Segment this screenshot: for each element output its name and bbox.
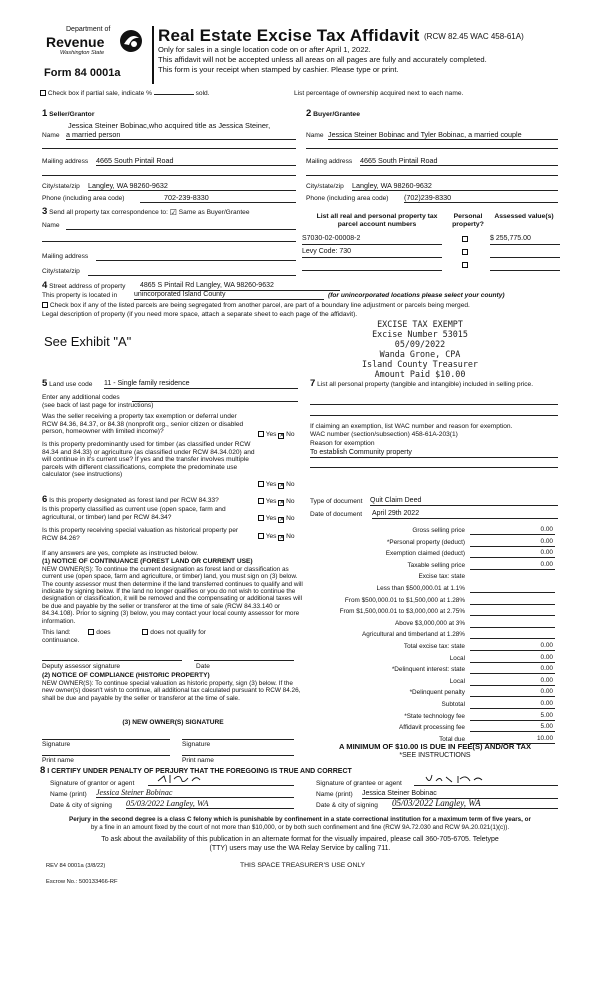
buyer-city-label: City/state/zip — [306, 183, 344, 190]
tax-row-value[interactable]: 10.00 — [470, 735, 555, 744]
tax-row-label: Local — [449, 677, 465, 685]
tax-row-value[interactable]: 0.00 — [470, 642, 555, 651]
print-label-2: Print name — [182, 757, 214, 764]
deputy-date-label: Date — [196, 663, 210, 670]
escrow-number: Escrow No.: 500133466-RF — [46, 879, 118, 885]
current-use-question: Is this property classified as current use (open space, farm and agricultural, or timber) land per RCW 84.34? — [42, 506, 226, 521]
grantee-date-label: Date & city of signing — [316, 802, 378, 809]
seller-phone-label: Phone (including area code) — [42, 195, 125, 202]
stamp-line3: 05/09/2022 — [394, 338, 446, 349]
section3-city-field[interactable] — [88, 267, 296, 276]
timber-yes-no: Yes ✕ No — [258, 481, 295, 489]
print-label-1: Print name — [42, 757, 74, 764]
tax-row-label: *Personal property (deduct) — [386, 538, 465, 546]
buyer-phone-label: Phone (including area code) — [306, 195, 389, 202]
additional-codes-note: (see back of last page for instructions) — [42, 402, 154, 409]
new-owner-sig1[interactable] — [42, 734, 170, 740]
swirl-logo-icon — [118, 28, 144, 54]
seller-mail-label: Mailing address — [42, 158, 89, 165]
legal-desc-label: Legal description of property (if you need more space, attach a separate sheet to each page of the affidavit). — [42, 311, 358, 318]
notice2-body: NEW OWNER(S): To continue special valuation as historic property, sign (3) below. If the new owner(s) doesn't wish to continue, all additional tax calculated pursuant to RCW 84.26, shall be due and payable by the seller or transferor at the time of sale. — [42, 680, 301, 702]
new-owner-print1[interactable] — [42, 750, 170, 756]
assessed-col-header: Assessed value(s) — [494, 213, 554, 220]
current-use-yes-no: Yes ✕ No — [258, 515, 295, 523]
tax-row-value[interactable]: 0.00 — [470, 665, 555, 674]
see-instructions: *SEE INSTRUCTIONS — [399, 752, 471, 759]
this-land-row: This land: does does not qualify for — [42, 629, 206, 636]
tax-row-value[interactable]: 0.00 — [470, 654, 555, 663]
dept-line2: Revenue — [46, 34, 105, 50]
tax-row-label: Affidavit processing fee — [399, 724, 465, 732]
timber-question: Is this property predominantly used for timber (as classified under RCW 84.34 and 84.33) or agriculture (as classified under RCW 84.34.020) and will continue in it's current use? If yes and the transfer involves multiple parcels with different classifications, complete the predominate use calculator (see instructions) — [42, 441, 255, 479]
seller-name-line1: Jessica Steiner Bobinac,who acquired title as Jessica Steiner, — [68, 121, 271, 130]
stamp-line4: Wanda Grone, CPA — [379, 348, 461, 359]
tax-row-value[interactable]: 0.00 — [470, 538, 555, 547]
grantee-print-field[interactable]: Jessica Steiner Bobinac — [362, 790, 558, 799]
segregated-row: Check box if any of the listed parcels are being segregated from another parcel, are part of a boundary line adjustment or parcels being merged. — [42, 302, 562, 310]
exemption-claim-note: If claiming an exemption, list WAC number and reason for exemption. — [310, 423, 513, 430]
historic-yes-checkbox[interactable] — [258, 533, 264, 539]
seller-mail-field[interactable]: 4665 South Pintail Road — [96, 157, 296, 166]
stamp-line6: Amount Paid $10.00 — [374, 368, 466, 379]
assessed-value-field[interactable] — [490, 261, 560, 271]
tax-row-label: Taxable selling price — [407, 561, 465, 569]
seller-name-label: Name — [42, 132, 60, 139]
located-note: (for unincorporated locations please select your county) — [328, 292, 505, 299]
deputy-signature-line[interactable] — [42, 655, 182, 661]
tax-row-label: Total excise tax: state — [403, 643, 465, 650]
grantee-date-field[interactable]: 05/03/2022 Langley, WA — [392, 798, 558, 809]
notice1-heading: (1) NOTICE OF CONTINUANCE (FOREST LAND OR CURRENT USE) — [42, 558, 253, 565]
does-not-checkbox[interactable] — [142, 629, 148, 635]
buyer-name-label: Name — [306, 132, 324, 139]
buyer-name-field[interactable]: Jessica Steiner Bobinac and Tyler Bobinac, a married couple — [328, 131, 558, 140]
seller-city-label: City/state/zip — [42, 183, 80, 190]
section3-heading: 3 Send all property tax correspondence to: ☑ Same as Buyer/Grantee — [42, 206, 250, 217]
buyer-city-field[interactable]: Langley, WA 98260-9632 — [352, 182, 558, 191]
forest-no-checkbox[interactable]: ✕ — [279, 500, 285, 506]
sig-label-2: Signature — [182, 741, 211, 748]
doc-date-label: Date of document — [310, 511, 363, 518]
list-pct-note: List percentage of ownership acquired next to each name. — [294, 90, 464, 97]
seller-name-extra-line — [42, 143, 296, 149]
grantor-signature-field[interactable] — [148, 776, 294, 786]
personal-prop-checkbox[interactable] — [462, 262, 468, 268]
notice3-heading: (3) NEW OWNER(S) SIGNATURE — [122, 719, 224, 726]
forest-yes-no: Yes ✕ No — [258, 498, 295, 506]
doc-date-field[interactable]: April 29th 2022 — [372, 510, 558, 519]
located-field[interactable]: unincorporated Island County — [134, 291, 324, 300]
landuse-row: 5 Land use code — [42, 378, 93, 389]
table-row — [302, 235, 560, 248]
notice1-body: NEW OWNER(S): To continue the current designation as forest land or classification as current use (open space, farm and agriculture, or timber) land, you must sign on (3) below. The county assessor must then determine if the land transferred continues to qualify and will indicate by signing below. If the land no longer qualifies or you do not wish to continue the designation or classification, it will be removed and the compensating or additional taxes will be due and payable by the seller or transferor at the time of sale (RCW 84.33.140 or 84.34.108). Prior to signing (3) below, you may contact your local county assessor for more information. — [42, 566, 303, 625]
parcel-number-field[interactable] — [302, 261, 442, 271]
tax-row-value[interactable]: 0.00 — [470, 688, 555, 697]
current-use-no-checkbox[interactable]: ✕ — [279, 517, 285, 523]
section3-name-field[interactable] — [66, 221, 296, 230]
tax-row-value[interactable] — [470, 584, 555, 593]
treasurer-space: THIS SPACE TREASURER'S USE ONLY — [240, 862, 366, 869]
alt-format-line2: (TTY) users may use the WA Relay Service by calling 711. — [209, 845, 391, 852]
wac-value: 458-61A-203(1) — [411, 431, 458, 438]
reason-extra-line — [310, 462, 558, 468]
grantee-print-label: Name (print) — [316, 791, 353, 798]
tax-row-label: *State technology fee — [404, 712, 465, 720]
new-owner-print2[interactable] — [182, 750, 294, 756]
stamp-line1: EXCISE TAX EXEMPT — [377, 319, 463, 329]
section4-street-row: 4 Street address of property — [42, 280, 126, 291]
wac-row: WAC number (section/subsection) 458-61A-203(1) — [310, 431, 458, 438]
stamp-line2: Excise Number 53015 — [372, 328, 468, 339]
dept-line3: Washington State — [60, 50, 105, 56]
tax-row-label: Above $3,000,000 at 3% — [395, 619, 465, 627]
grantee-sig-label: Signature of grantee or agent — [316, 780, 402, 787]
new-owner-sig2[interactable] — [182, 734, 294, 740]
tax-row-value[interactable]: 0.00 — [470, 561, 555, 570]
form-number: Form 84 0001a — [44, 67, 121, 79]
buyer-name-extra-line — [306, 143, 558, 149]
perjury-line2: by a fine in an amount fixed by the court of not more than $10,000, or by both such confinement and fine (RCW 9A.72.030 and RCW 9A.20.021(1)(c)). — [90, 824, 510, 831]
continuance-label: continuance. — [42, 637, 80, 644]
rev-label: REV 84 0001a (3/8/22) — [46, 863, 106, 869]
tax-row-value[interactable]: 5.00 — [470, 712, 555, 721]
parcel-col-header: List all real and personal property tax parcel account numbers — [316, 213, 438, 228]
personal-property-line2[interactable] — [310, 410, 558, 416]
table-row — [302, 261, 560, 274]
section3-name-extra-line — [42, 236, 296, 242]
excise-exempt-stamp — [330, 320, 510, 379]
seller-phone-field[interactable]: 702-239-8330 — [140, 194, 296, 203]
section3-mail-label: Mailing address — [42, 253, 89, 260]
exemption-no-checkbox[interactable]: ✕ — [279, 433, 285, 439]
tax-row-value[interactable]: 0.00 — [470, 700, 555, 709]
deputy-date-line[interactable] — [194, 655, 294, 661]
seller-city-field[interactable]: Langley, WA 98260-9632 — [88, 182, 296, 191]
partial-pct-field[interactable] — [154, 94, 194, 95]
deputy-signature-label: Deputy assessor signature — [42, 663, 121, 670]
buyer-mail-label: Mailing address — [306, 158, 353, 165]
personal-property-label: 7 List all personal property (tangible and intangible) included in selling price. — [310, 378, 534, 389]
grantee-signature — [424, 773, 494, 785]
form-sub1: Only for sales in a single location code on or after April 1, 2022. — [158, 45, 371, 54]
form-sub3: This form is your receipt when stamped by cashier. Please type or print. — [158, 65, 399, 74]
tax-row-label: *Delinquent penalty — [409, 689, 465, 697]
form-title: Real Estate Excise Tax Affidavit — [158, 26, 420, 45]
section3-city-label: City/state/zip — [42, 268, 80, 275]
forest-question: 6 Is this property designated as forest land per RCW 84.33? — [42, 494, 219, 505]
tax-row-value[interactable]: 5.00 — [470, 723, 555, 732]
timber-yes-checkbox[interactable] — [258, 481, 264, 487]
tax-row-label: Gross selling price — [412, 527, 465, 534]
exemption-question: Was the seller receiving a property tax exemption or deferral under RCW 84.36, 84.37, or 84.38 (nonprofit org., senior citizen or disabled person, homeowner with limited income)? — [42, 413, 244, 436]
tax-row-label: Agricultural and timberland at 1.28% — [361, 631, 465, 639]
tax-row-value[interactable] — [470, 596, 555, 605]
tax-row-label: Excise tax: state — [418, 573, 465, 581]
located-label: This property is located in — [42, 292, 118, 299]
notice2-heading: (2) NOTICE OF COMPLIANCE (HISTORIC PROPERTY) — [42, 672, 210, 679]
grantor-date-field[interactable]: 05/03/2022 Langley, WA — [126, 799, 294, 809]
sig-label-1: Signature — [42, 741, 71, 748]
tax-row-label: Less than $500,000.01 at 1.1% — [376, 585, 465, 592]
tax-row-value[interactable]: 0.00 — [470, 677, 555, 686]
doc-type-label: Type of document — [310, 498, 363, 505]
personal-property-line1[interactable] — [310, 399, 558, 405]
assessed-value-field[interactable] — [490, 248, 560, 258]
tax-row-label: From $1,500,000.01 to $3,000,000 at 2.75% — [339, 608, 465, 616]
section3-mail-field[interactable] — [96, 252, 296, 261]
header-divider — [152, 26, 154, 84]
timber-no-checkbox[interactable]: ✕ — [279, 483, 285, 489]
seller-heading: 1 Seller/Grantor — [42, 108, 95, 119]
dor-logo — [38, 26, 150, 64]
personal-prop-checkbox[interactable] — [462, 249, 468, 255]
tax-row-label: Total due — [439, 735, 465, 743]
historic-question: Is this property receiving special valuation as historical property per RCW 84.26? — [42, 527, 239, 542]
additional-codes-field[interactable] — [132, 393, 298, 402]
does-checkbox[interactable] — [88, 629, 94, 635]
alt-format-line1: To ask about the availability of this publication in an alternate format for the visually impaired, please call 360-705-6705. Teletype — [101, 836, 499, 843]
seller-mail-extra-line — [42, 170, 296, 176]
segregated-checkbox[interactable] — [42, 302, 48, 308]
exemption-yes-no: Yes ✕ No — [258, 431, 295, 439]
stamp-line5: Island County Treasurer — [362, 358, 478, 369]
parcels-table — [302, 235, 560, 274]
table-row — [302, 248, 560, 261]
seller-name-field[interactable]: a married person — [66, 131, 296, 140]
section3-name-label: Name — [42, 222, 60, 229]
parcel-number-field[interactable]: S7030-02-00008-2 — [302, 235, 442, 245]
current-use-yes-checkbox[interactable] — [258, 515, 264, 521]
reason-field[interactable]: To establish Community property — [310, 449, 558, 458]
grantor-print-field[interactable]: Jessica Steiner Bobinac — [96, 788, 294, 798]
historic-no-checkbox[interactable]: ✕ — [279, 535, 285, 541]
buyer-mail-extra-line — [306, 170, 558, 176]
buyer-heading: 2 Buyer/Grantee — [306, 108, 360, 119]
tax-row-label: Local — [449, 654, 465, 662]
certify-heading: 8 I CERTIFY UNDER PENALTY OF PERJURY THAT THE FOREGOING IS TRUE AND CORRECT — [40, 765, 352, 776]
parcel-number-field[interactable]: Levy Code: 730 — [302, 248, 442, 258]
partial-sale-label: Check box if partial sale, indicate % — [47, 90, 152, 97]
form-sub2: This affidavit will not be accepted unless all areas on all pages are fully and accurately completed. — [158, 55, 487, 64]
dept-line1: Department of — [66, 26, 111, 33]
forest-yes-checkbox[interactable] — [258, 498, 264, 504]
tax-row-label: Subtotal — [441, 701, 465, 708]
grantor-date-label: Date & city of signing — [50, 802, 112, 809]
tax-row-value[interactable]: 0.00 — [470, 526, 555, 535]
buyer-mail-field[interactable]: 4665 South Pintail Road — [360, 157, 558, 166]
partial-sale-row — [40, 90, 560, 98]
grantor-signature — [156, 773, 216, 785]
same-as-buyer-checkbox[interactable]: ☑ — [169, 208, 177, 217]
partial-sold-label: sold. — [195, 90, 210, 97]
exemption-yes-checkbox[interactable] — [258, 431, 264, 437]
legal-description: See Exhibit "A" — [44, 334, 132, 349]
perjury-line1: Perjury in the second degree is a class C felony which is punishable by confinement in a state correctional institution for a maximum term of five years, or — [69, 816, 531, 823]
reason-label: Reason for exemption — [310, 440, 375, 447]
partial-sale-checkbox[interactable] — [40, 90, 46, 96]
grantor-print-label: Name (print) — [50, 791, 87, 798]
tax-row-label: *Delinquent interest: state — [391, 666, 465, 674]
personal-prop-checkbox[interactable] — [462, 236, 468, 242]
any-yes-note: If any answers are yes, complete as instructed below. — [42, 550, 199, 557]
landuse-field[interactable]: 11 - Single family residence — [104, 380, 298, 389]
tax-row-value[interactable] — [470, 630, 555, 639]
grantor-sig-label: Signature of grantor or agent — [50, 780, 135, 787]
tax-row-label: From $500,000.01 to $1,500,000 at 1.28% — [344, 596, 465, 604]
street-address-field[interactable]: 4865 S Pintail Rd Langley, WA 98260-9632 — [140, 282, 340, 291]
personal-prop-col-header: Personal property? — [452, 213, 484, 228]
assessed-value-field[interactable]: $ 255,775.00 — [490, 235, 560, 245]
doc-type-field[interactable]: Quit Claim Deed — [370, 497, 558, 506]
tax-row-value[interactable] — [470, 607, 555, 616]
additional-codes-label: Enter any additional codes — [42, 394, 120, 401]
buyer-phone-field[interactable]: (702)239-8330 — [404, 194, 558, 203]
tax-row-value[interactable] — [470, 619, 555, 628]
minimum-due-note: A MINIMUM OF $10.00 IS DUE IN FEE(S) AND/OR TAX — [338, 742, 532, 751]
tax-row-value[interactable]: 0.00 — [470, 549, 555, 558]
form-rcw: (RCW 82.45 WAC 458-61A) — [424, 32, 524, 41]
grantee-signature-field[interactable] — [414, 776, 558, 786]
tax-row-label: Exemption claimed (deduct) — [385, 550, 465, 558]
historic-yes-no: Yes ✕ No — [258, 533, 295, 541]
